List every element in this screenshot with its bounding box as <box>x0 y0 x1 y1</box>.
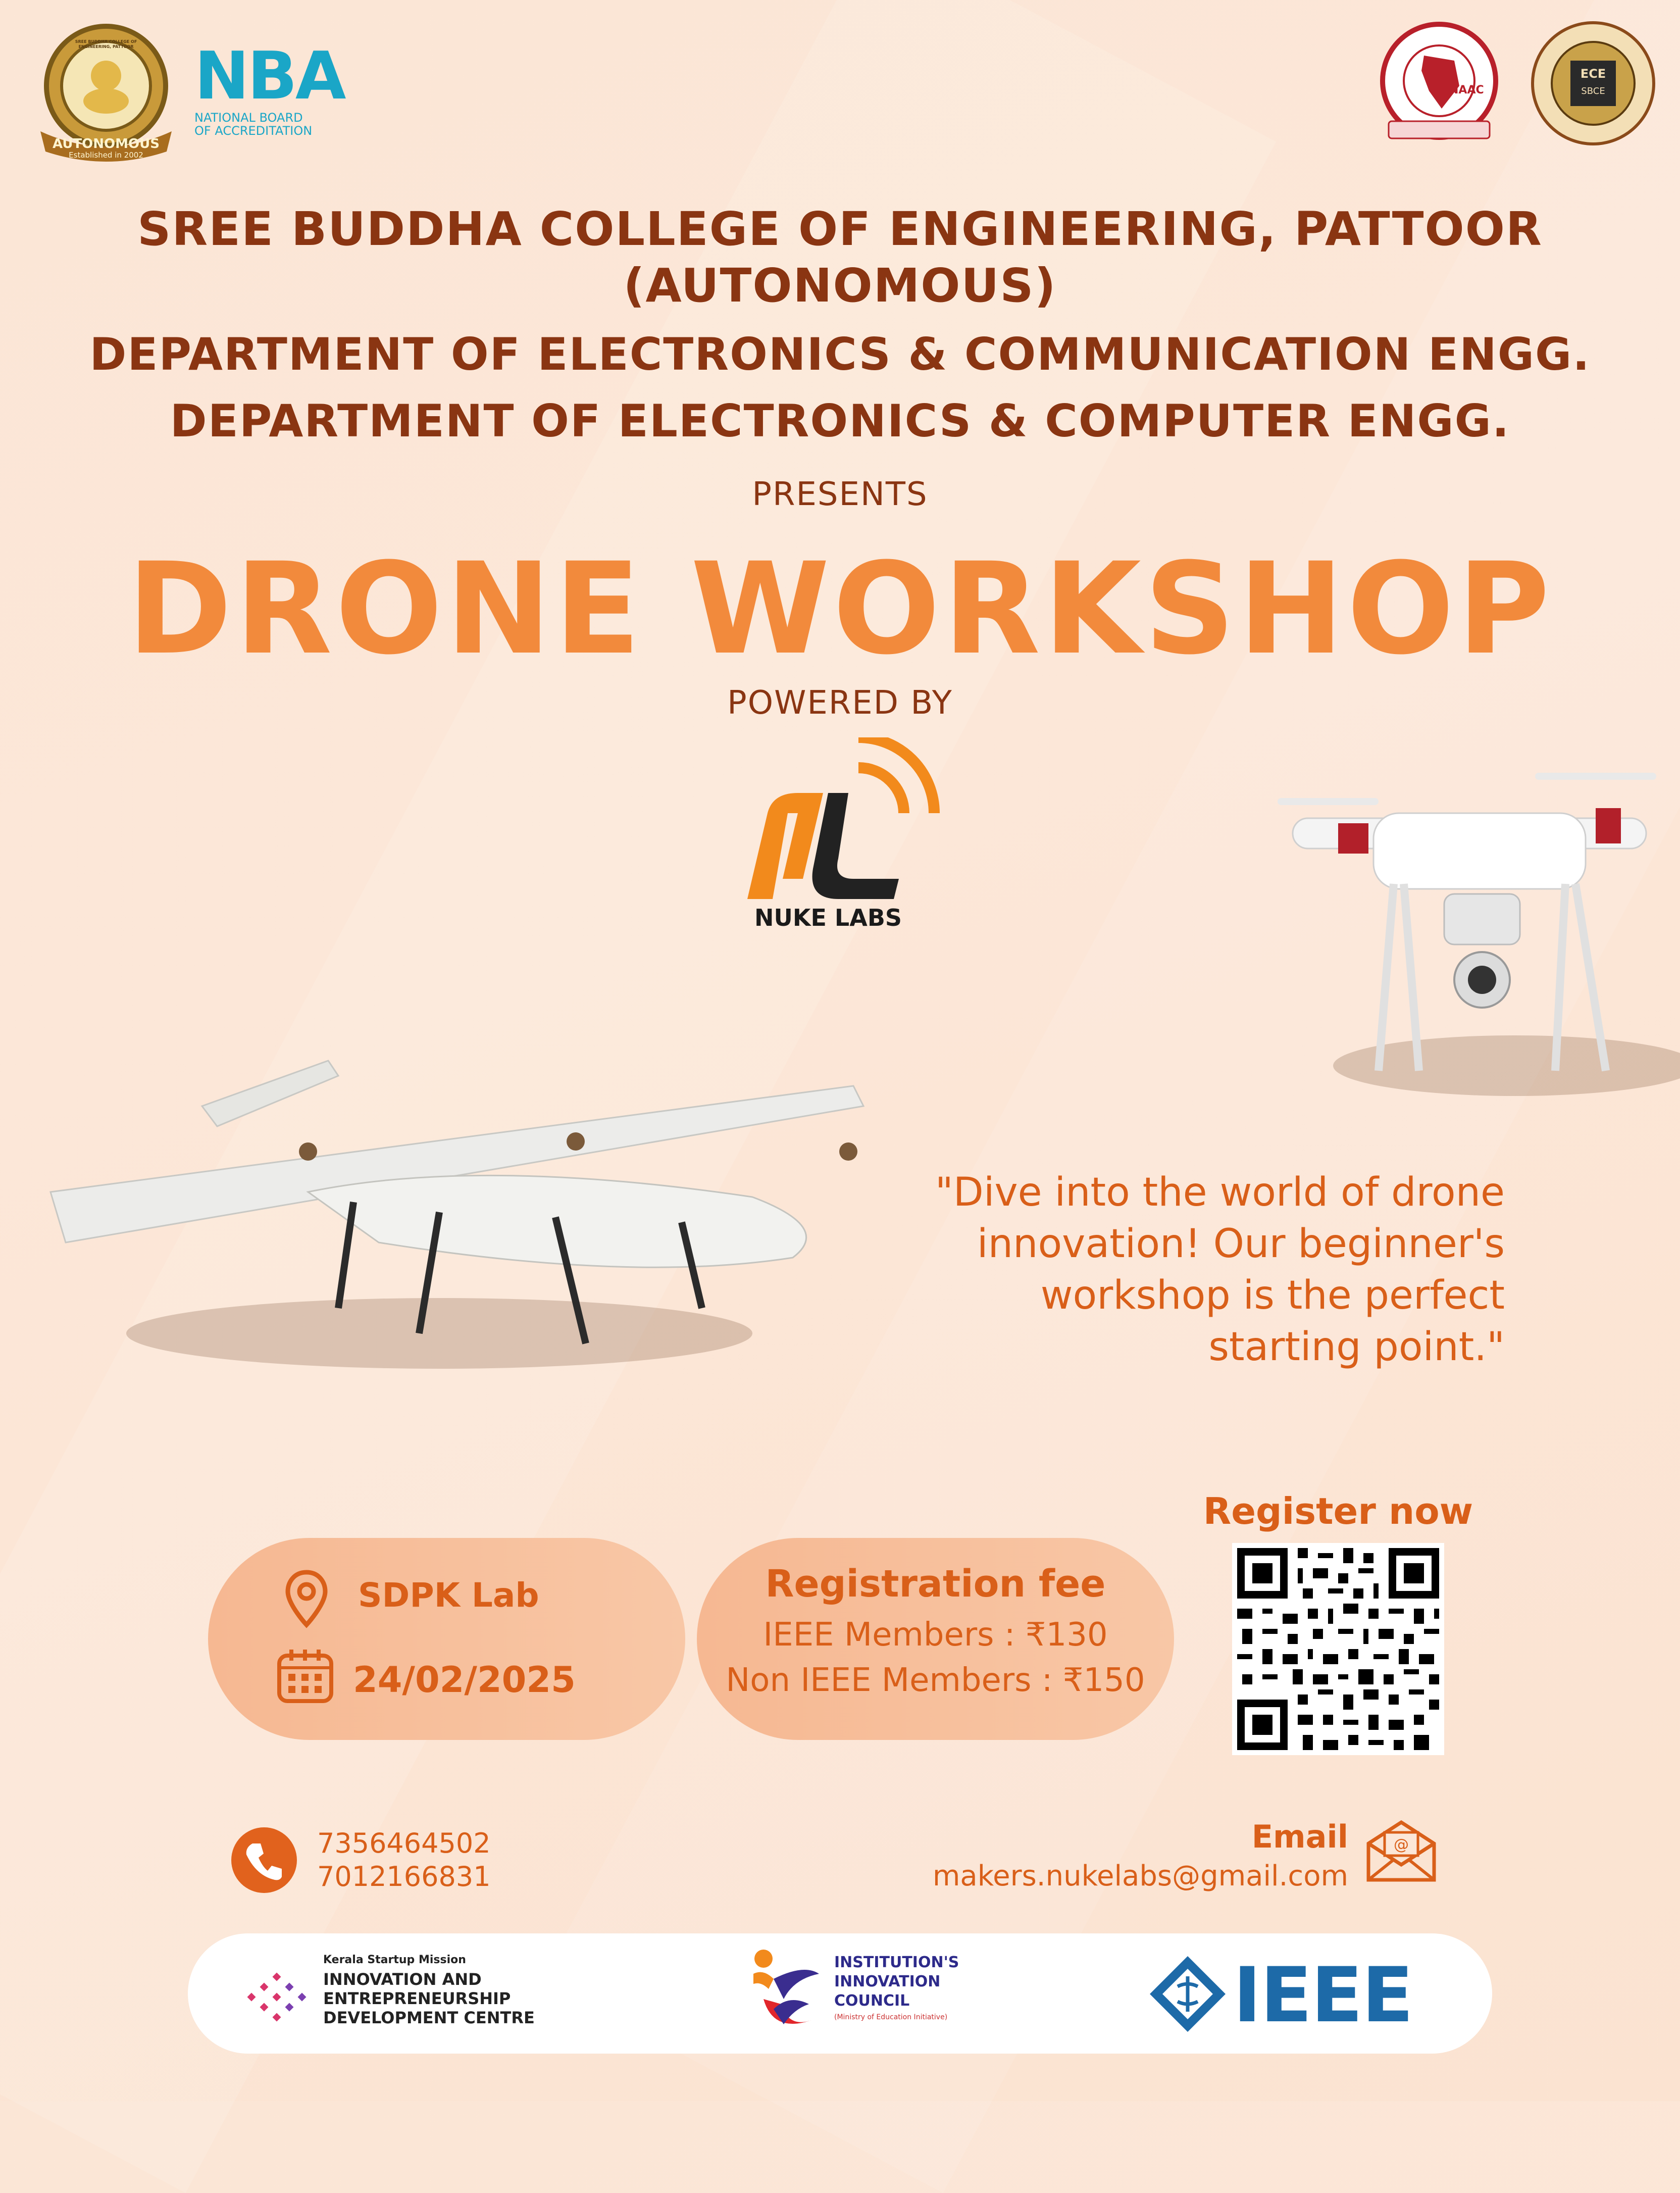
phone-number[interactable]: 7356464502 <box>317 1827 491 1859</box>
ieee-wordmark: IEEE <box>1233 1952 1413 2039</box>
email-envelope-icon <box>1363 1818 1439 1884</box>
iic-logo <box>743 1943 824 2039</box>
iic-line: INNOVATION <box>834 1973 941 1990</box>
quote-line: starting point." <box>1208 1324 1505 1370</box>
college-established: Established in 2002 <box>69 151 143 160</box>
ece-mark: ECE <box>1580 67 1606 81</box>
register-now-label[interactable]: Register now <box>1203 1490 1473 1532</box>
fee-title: Registration fee <box>765 1562 1106 1606</box>
naac-mark: NAAC <box>1449 84 1484 96</box>
partners-bar <box>188 1933 1492 2054</box>
calendar-icon <box>276 1647 334 1705</box>
ksum-iedc-logo <box>243 1969 319 2024</box>
email-label: Email <box>1251 1818 1348 1855</box>
college-name: SREE BUDDHA COLLEGE OF ENGINEERING, PATTOOR <box>137 202 1543 256</box>
college-badge-ring: SREE BUDDHA COLLEGE OF ENGINEERING, PATTOOR <box>75 39 137 49</box>
college-logo <box>30 15 182 167</box>
sponsor-name: NUKE LABS <box>754 904 902 931</box>
department-ecs: DEPARTMENT OF ELECTRONICS & COMPUTER ENGG. <box>170 395 1510 447</box>
fixed-wing-drone-image <box>25 1030 894 1384</box>
venue-date-pill <box>208 1538 685 1740</box>
date-text: 24/02/2025 <box>353 1659 576 1701</box>
registration-qr-code[interactable] <box>1232 1543 1444 1755</box>
iic-line: COUNCIL <box>834 1992 910 2010</box>
nuke-labs-logo <box>737 737 954 939</box>
presents-label: PRESENTS <box>752 476 928 513</box>
ksum-line: DEVELOPMENT CENTRE <box>323 2008 535 2027</box>
svg-text:@: @ <box>1394 1836 1409 1854</box>
phone-icon[interactable] <box>231 1827 297 1893</box>
nba-mark: NBA <box>194 37 344 114</box>
fee-ieee: IEEE Members : ₹130 <box>763 1616 1108 1654</box>
college-badge-text: AUTONOMOUS <box>53 136 160 152</box>
ece-sub: SBCE <box>1581 86 1605 96</box>
location-pin-icon <box>284 1568 329 1629</box>
quadcopter-drone-image <box>1252 742 1680 1106</box>
nba-line1: NATIONAL BOARD <box>194 111 303 125</box>
ksum-small: Kerala Startup Mission <box>323 1954 466 1966</box>
registration-fee-pill <box>697 1538 1174 1740</box>
iic-line: INSTITUTION'S <box>834 1954 959 1971</box>
quote-line: "Dive into the world of drone <box>935 1170 1505 1215</box>
ksum-line: INNOVATION AND <box>323 1970 482 1989</box>
fee-non-ieee: Non IEEE Members : ₹150 <box>726 1662 1145 1699</box>
quote-line: innovation! Our beginner's <box>977 1221 1505 1267</box>
phone-number[interactable]: 7012166831 <box>317 1861 491 1892</box>
ece-logo <box>1530 20 1656 146</box>
event-quote <box>858 1167 1505 1373</box>
department-ece: DEPARTMENT OF ELECTRONICS & COMMUNICATION ENGG. <box>89 328 1591 380</box>
quote-line: workshop is the perfect <box>1040 1273 1505 1318</box>
college-autonomous: (AUTONOMOUS) <box>623 259 1057 313</box>
venue-text: SDPK Lab <box>358 1576 539 1615</box>
naac-logo <box>1373 20 1505 146</box>
nba-logo <box>194 37 344 141</box>
powered-by-label: POWERED BY <box>727 684 953 722</box>
email-address[interactable]: makers.nukelabs@gmail.com <box>932 1860 1348 1892</box>
event-title: DRONE WORKSHOP <box>127 535 1553 682</box>
nba-line2: OF ACCREDITATION <box>194 124 313 138</box>
iic-small: (Ministry of Education Initiative) <box>834 2013 948 2021</box>
ieee-diamond-logo <box>1147 1954 1228 2034</box>
ksum-line: ENTREPRENEURSHIP <box>323 1989 511 2008</box>
